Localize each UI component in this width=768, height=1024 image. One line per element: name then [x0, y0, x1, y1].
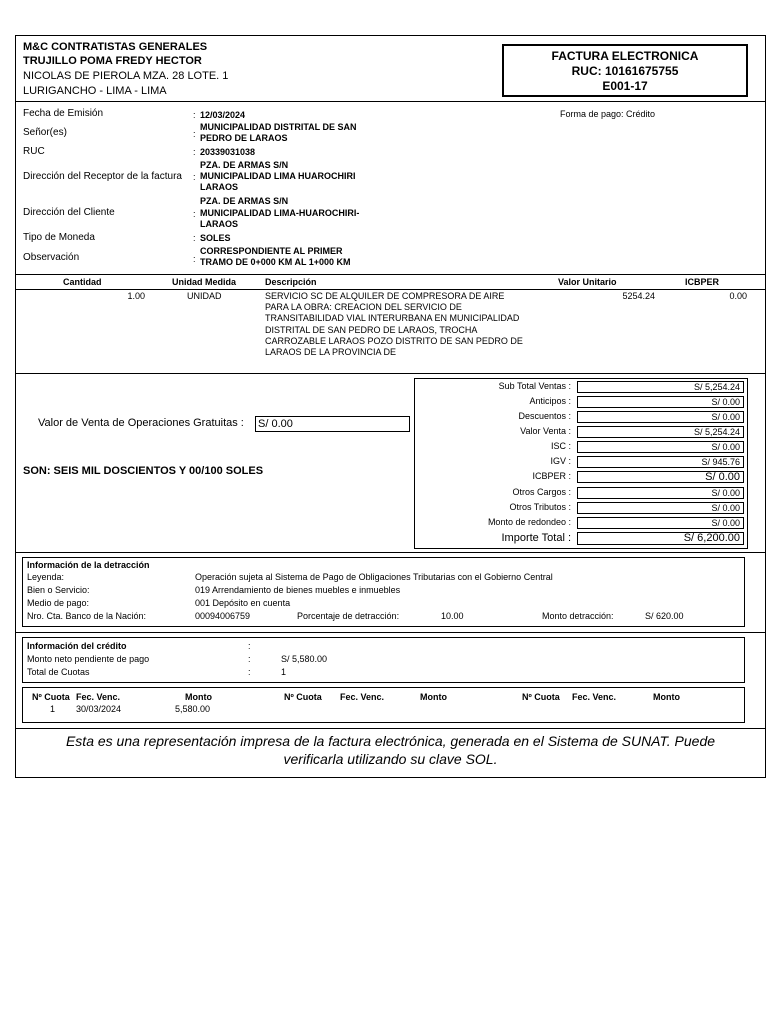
total-label: Otros Cargos :	[512, 487, 571, 497]
detraccion-bien-value: 019 Arrendamiento de bienes muebles e inmuebles	[195, 585, 401, 595]
cuota-row-num: 1	[50, 704, 56, 714]
total-value: S/ 5,254.24	[577, 426, 744, 438]
cuota-header-num-1: Nº Cuota	[32, 692, 70, 702]
dir-receptor-value-line3: LARAOS	[200, 182, 238, 192]
detraccion-bien-label: Bien o Servicio:	[27, 585, 90, 595]
items-table-bottom-border	[15, 373, 766, 374]
dir-cliente-colon: :	[193, 209, 196, 219]
moneda-label: Tipo de Moneda	[23, 232, 95, 243]
gratuitas-label: Valor de Venta de Operaciones Gratuitas :	[38, 417, 244, 429]
item-descripcion: SERVICIO SC DE ALQUILER DE COMPRESORA DE AIRE PARA LA OBRA: CREACION DEL SERVICIO DE TRANSITABILIDAD VIAL INTERURBANA EN MUNICIPALIDAD DISTRITAL DE SAN PEDRO DE LARAOS, TROCHA CARROZABLE LARAOS POZO DISTRITO DE SAN PEDRO DE LARAOS DE LA PROVINCIA DE	[265, 291, 523, 358]
detraccion-leyenda-value: Operación sujeta al Sistema de Pago de Obligaciones Tributarias con el Gobierno Central	[195, 572, 553, 582]
total-value: S/ 0.00	[577, 471, 744, 483]
credito-cuotas-value: 1	[281, 667, 287, 677]
total-label: Monto de redondeo :	[487, 517, 571, 527]
footer-note-line2: verificarla utilizando su clave SOL.	[283, 751, 498, 767]
credito-cuotas-label: Total de Cuotas	[27, 667, 90, 677]
totals-bottom-divider	[15, 552, 766, 553]
col-header-unidad: Unidad Medida	[172, 277, 237, 287]
cuota-header-monto-1: Monto	[185, 692, 212, 702]
total-label: Anticipos :	[529, 396, 571, 406]
dir-cliente-label: Dirección del Cliente	[23, 207, 115, 218]
detraccion-title: Información de la detracción	[27, 560, 150, 570]
document-ruc: RUC: 10161675755	[571, 64, 679, 78]
col-header-icbper: ICBPER	[685, 277, 720, 287]
detraccion-porcentaje-value: 10.00	[441, 611, 464, 621]
detraccion-monto-label: Monto detracción:	[542, 611, 614, 621]
moneda-colon: :	[193, 233, 196, 243]
credito-monto-colon: :	[248, 654, 251, 664]
credito-cuotas-colon: :	[248, 667, 251, 677]
observacion-colon: :	[193, 254, 196, 264]
col-header-valor-unitario: Valor Unitario	[558, 277, 617, 287]
total-value: S/ 0.00	[577, 441, 744, 453]
dir-receptor-value-line2: MUNICIPALIDAD LIMA HUAROCHIRI	[200, 171, 356, 181]
dir-receptor-colon: :	[193, 172, 196, 182]
senor-colon: :	[193, 129, 196, 139]
senor-value-line2: PEDRO DE LARAOS	[200, 133, 288, 143]
cuota-header-num-2: Nº Cuota	[284, 692, 322, 702]
dir-receptor-label: Dirección del Receptor de la factura	[23, 171, 182, 182]
issuer-name: TRUJILLO POMA FREDY HECTOR	[23, 55, 202, 67]
credito-title: Información del crédito	[27, 641, 127, 651]
detraccion-medio-value: 001 Depósito en cuenta	[195, 598, 291, 608]
detraccion-leyenda-label: Leyenda:	[27, 572, 65, 582]
total-label: ICBPER :	[532, 471, 571, 481]
credito-monto-label: Monto neto pendiente de pago	[27, 654, 150, 664]
dir-cliente-value-line3: LARAOS	[200, 219, 238, 229]
document-number: E001-17	[602, 79, 648, 93]
cuota-header-fec-2: Fec. Venc.	[340, 692, 385, 702]
total-value: S/ 0.00	[577, 517, 744, 529]
issuer-address-line1: NICOLAS DE PIEROLA MZA. 28 LOTE. 1	[23, 70, 229, 82]
cuota-row-fec: 30/03/2024	[76, 704, 122, 714]
detraccion-bottom-divider	[15, 632, 766, 633]
ruc-label: RUC	[23, 146, 45, 157]
col-header-cantidad: Cantidad	[63, 277, 102, 287]
forma-pago: Forma de pago: Crédito	[560, 109, 656, 119]
dir-cliente-value-line1: PZA. DE ARMAS S/N	[200, 196, 289, 206]
gratuitas-value: S/ 0.00	[255, 416, 410, 432]
ruc-value: 20339031038	[200, 147, 256, 157]
total-value: S/ 0.00	[577, 502, 744, 514]
cuotas-bottom-divider	[15, 728, 766, 729]
total-label: Valor Venta :	[520, 426, 571, 436]
ruc-colon: :	[193, 147, 196, 157]
items-table-top-border	[15, 274, 766, 275]
document-title: FACTURA ELECTRONICA	[551, 49, 699, 63]
dir-cliente-value-line2: MUNICIPALIDAD LIMA-HUAROCHIRI-	[200, 208, 360, 218]
total-value: S/ 945.76	[577, 456, 744, 468]
item-unidad: UNIDAD	[187, 291, 222, 301]
fecha-label: Fecha de Emisión	[23, 108, 104, 119]
item-cantidad: 1.00	[127, 291, 145, 301]
total-label: ISC :	[550, 441, 571, 451]
cuota-header-fec-3: Fec. Venc.	[572, 692, 617, 702]
cuota-header-fec-1: Fec. Venc.	[76, 692, 121, 702]
issuer-address-line2: LURIGANCHO - LIMA - LIMA	[23, 85, 167, 97]
detraccion-porcentaje-label: Porcentaje de detracción:	[297, 611, 400, 621]
total-label: Sub Total Ventas :	[498, 381, 571, 391]
cuota-header-monto-2: Monto	[420, 692, 447, 702]
detraccion-cta-value: 00094006759	[195, 611, 251, 621]
issuer-company: M&C CONTRATISTAS GENERALES	[23, 41, 208, 53]
item-valor-unitario: 5254.24	[622, 291, 655, 301]
total-label: Descuentos :	[518, 411, 571, 421]
footer-note	[15, 732, 766, 768]
fecha-colon: :	[193, 110, 196, 120]
total-label: IGV :	[550, 456, 571, 466]
item-icbper: 0.00	[729, 291, 747, 301]
total-label: Otros Tributos :	[509, 502, 571, 512]
moneda-value: SOLES	[200, 233, 231, 243]
observacion-value-line1: CORRESPONDIENTE AL PRIMER	[200, 246, 343, 256]
total-value: S/ 0.00	[577, 396, 744, 408]
dir-receptor-value-line1: PZA. DE ARMAS S/N	[200, 160, 289, 170]
col-header-descripcion: Descripción	[265, 277, 317, 287]
cuota-header-monto-3: Monto	[653, 692, 680, 702]
header-divider	[15, 101, 766, 102]
items-table-header-divider	[15, 289, 766, 290]
total-label: Importe Total :	[501, 532, 571, 544]
senor-value-line1: MUNICIPALIDAD DISTRITAL DE SAN	[200, 122, 357, 132]
fecha-value: 12/03/2024	[200, 110, 246, 120]
total-value: S/ 0.00	[577, 487, 744, 499]
detraccion-cta-label: Nro. Cta. Banco de la Nación:	[27, 611, 147, 621]
footer-note-line1: Esta es una representación impresa de la factura electrónica, generada en el Sistema de SUNAT. Puede	[65, 733, 716, 749]
cuota-header-num-3: Nº Cuota	[522, 692, 560, 702]
total-value: S/ 5,254.24	[577, 381, 744, 393]
detraccion-medio-label: Medio de pago:	[27, 598, 90, 608]
observacion-value-line2: TRAMO DE 0+000 KM AL 1+000 KM	[200, 257, 351, 267]
document-box	[502, 44, 748, 97]
credito-monto-value: S/ 5,580.00	[281, 654, 328, 664]
son-text: SON: SEIS MIL DOSCIENTOS Y 00/100 SOLES	[23, 465, 264, 477]
total-value: S/ 0.00	[577, 411, 744, 423]
observacion-label: Observación	[23, 252, 80, 263]
credito-title-colon: :	[248, 641, 251, 651]
senor-label: Señor(es)	[23, 127, 67, 138]
detraccion-monto-value: S/ 620.00	[645, 611, 684, 621]
cuota-row-monto: 5,580.00	[175, 704, 211, 714]
total-value: S/ 6,200.00	[577, 532, 744, 545]
